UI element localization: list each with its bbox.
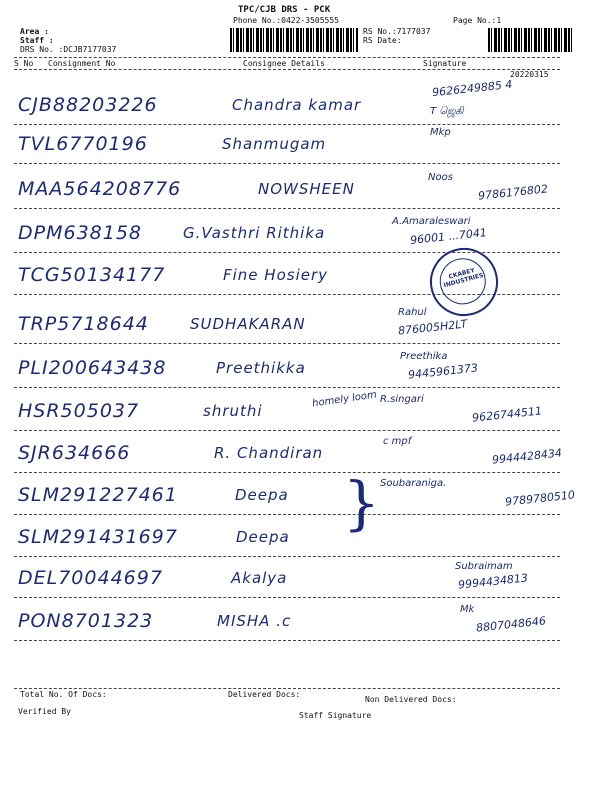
recipient-signature: R.singari	[380, 394, 424, 405]
column-signature: Signature	[423, 59, 467, 68]
consignee-name: NOWSHEEN	[258, 180, 355, 198]
column-consignee: Consignee Details	[243, 59, 325, 68]
staff-signature-label: Staff Signature	[299, 711, 372, 720]
consignee-name: Fine Hosiery	[223, 266, 329, 284]
row-divider	[14, 472, 560, 473]
recipient-signature: Mk	[460, 604, 475, 615]
row-divider	[14, 514, 560, 515]
recipient-phone: 96001 ...7041	[409, 226, 488, 247]
consignment-number: TRP5718644	[18, 313, 149, 335]
consignment-number: PON8701323	[18, 610, 154, 632]
recipient-phone: 9786176802	[477, 182, 549, 203]
recipient-signature: c mpf	[383, 436, 412, 447]
consignment-number: CJB88203226	[18, 94, 158, 116]
recipient-signature: T ஜெகி	[430, 106, 464, 117]
consignment-number: DPM638158	[18, 222, 143, 244]
rs-number: RS No.:7177037	[363, 27, 431, 36]
row-divider	[14, 163, 560, 164]
recipient-phone: 9944428434	[491, 446, 563, 467]
non-delivered-docs-label: Non Delivered Docs:	[365, 695, 457, 704]
document-title: TPC/CJB DRS - PCK	[238, 5, 331, 15]
recipient-phone: 9445961373	[407, 361, 479, 382]
consignment-number: SLM291431697	[18, 526, 178, 548]
area-label: Area :	[20, 27, 49, 36]
consignment-number: TCG50134177	[18, 264, 166, 286]
recipient-signature: Soubaraniga.	[380, 478, 447, 489]
row-divider	[14, 430, 560, 431]
consignee-name: Akalya	[231, 569, 288, 587]
rs-date: RS Date:	[363, 36, 402, 45]
consignment-number: HSR505037	[18, 400, 140, 422]
date-stamp: 20220315	[510, 70, 549, 79]
consignee-name: R. Chandiran	[214, 444, 324, 462]
row-divider	[14, 387, 560, 388]
header-divider-top	[14, 57, 560, 58]
consignment-number: SLM291227461	[18, 484, 178, 506]
row-divider	[14, 640, 560, 641]
consignment-number: PLI200643438	[18, 357, 167, 379]
consignee-name: Deepa	[235, 486, 289, 504]
consignee-note: homely loom	[311, 389, 378, 410]
recipient-signature: Rahul	[398, 307, 427, 318]
delivered-docs-label: Delivered Docs:	[228, 690, 301, 699]
row-divider	[14, 556, 560, 557]
column-consignment: Consignment No	[48, 59, 116, 68]
consignment-number: DEL70044697	[18, 567, 163, 589]
recipient-signature: A.Amaraleswari	[392, 216, 471, 227]
staff-label: Staff :	[20, 36, 54, 45]
seal-text: CKABEY INDUSTRIES	[442, 266, 485, 290]
row-divider	[14, 124, 560, 125]
row-divider	[14, 208, 560, 209]
recipient-signature: Noos	[428, 172, 453, 183]
consignee-name: SUDHAKARAN	[190, 315, 306, 333]
row-divider	[14, 597, 560, 598]
consignment-number: TVL6770196	[18, 133, 148, 155]
recipient-signature: Subraimam	[455, 561, 513, 572]
consignee-name: Deepa	[236, 528, 290, 546]
consignee-name: Shanmugam	[222, 135, 327, 153]
recipient-phone: 9626249885 4	[431, 77, 513, 100]
footer-divider	[14, 688, 560, 689]
consignee-name: MISHA .c	[217, 612, 292, 630]
recipient-signature: Preethika	[400, 351, 448, 362]
grouping-brace: }	[343, 469, 380, 537]
header-divider-bottom	[14, 69, 560, 70]
consignment-number: SJR634666	[18, 442, 131, 464]
total-docs-label: Total No. Of Docs:	[20, 690, 107, 699]
consignment-number: MAA564208776	[18, 178, 182, 200]
verified-by-label: Verified By	[18, 707, 71, 716]
consignee-name: Chandra kamar	[232, 96, 362, 114]
drs-number: DRS No. :DCJB7177037	[20, 45, 117, 54]
phone-number: Phone No.:0422-3505555	[233, 16, 339, 25]
consignee-name: G.Vasthri Rithika	[183, 224, 326, 242]
recipient-phone: 9994434813	[457, 571, 529, 592]
recipient-phone: 8807048646	[475, 614, 547, 635]
consignee-name: Preethikka	[216, 359, 306, 377]
barcode-left	[230, 28, 358, 52]
column-sno: S No	[14, 59, 34, 68]
recipient-signature: Mkp	[430, 127, 451, 138]
consignee-name: shruthi	[203, 402, 263, 420]
recipient-phone: 9789780510	[504, 488, 576, 509]
page-number: Page No.:1	[453, 16, 502, 25]
row-divider	[14, 343, 560, 344]
recipient-phone: 876005H2LT	[397, 317, 468, 338]
barcode-right	[488, 28, 572, 52]
recipient-phone: 9626744511	[471, 404, 543, 425]
